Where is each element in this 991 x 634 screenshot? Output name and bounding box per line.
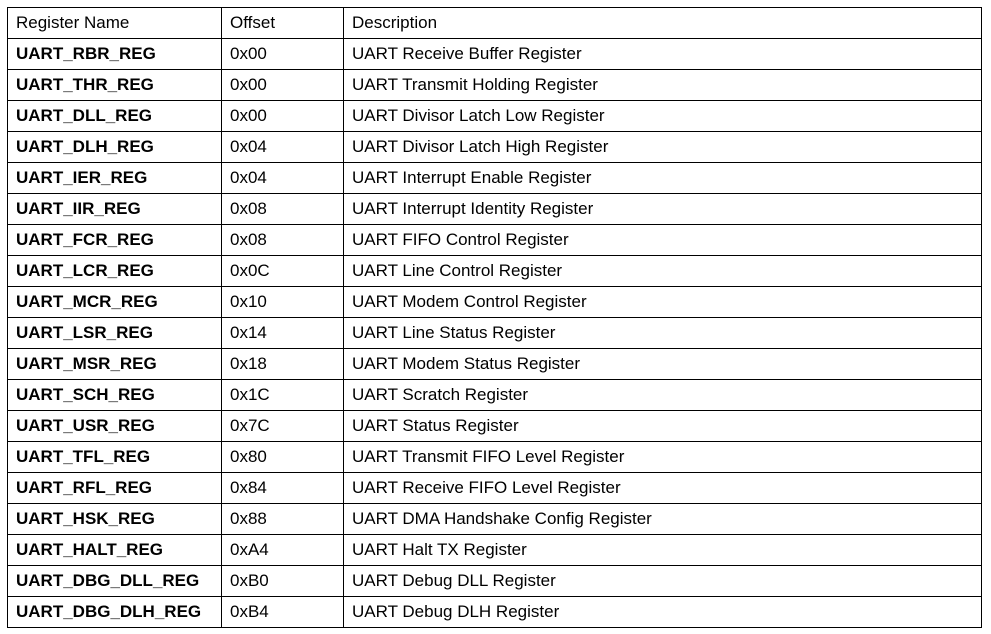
description-cell: UART Modem Control Register (344, 287, 982, 318)
table-row (8, 70, 982, 101)
offset-cell: 0x00 (222, 70, 344, 101)
offset-cell: 0x04 (222, 163, 344, 194)
table-body (8, 39, 982, 628)
register-name-cell: UART_USR_REG (8, 411, 222, 442)
description-cell: UART Status Register (344, 411, 982, 442)
table-row (8, 39, 982, 70)
register-name-cell: UART_LCR_REG (8, 256, 222, 287)
register-name-cell: UART_DLL_REG (8, 101, 222, 132)
description-cell: UART DMA Handshake Config Register (344, 504, 982, 535)
register-name-cell: UART_FCR_REG (8, 225, 222, 256)
offset-cell: 0x14 (222, 318, 344, 349)
header-description: Description (344, 8, 982, 39)
description-cell: UART Divisor Latch High Register (344, 132, 982, 163)
register-name-cell: UART_DBG_DLH_REG (8, 597, 222, 628)
table-row (8, 380, 982, 411)
register-name-cell: UART_LSR_REG (8, 318, 222, 349)
table-row (8, 256, 982, 287)
table-row (8, 163, 982, 194)
register-name-cell: UART_IER_REG (8, 163, 222, 194)
offset-cell: 0x08 (222, 225, 344, 256)
table-row (8, 535, 982, 566)
register-table (7, 7, 982, 628)
table-row (8, 225, 982, 256)
register-name-cell: UART_DLH_REG (8, 132, 222, 163)
offset-cell: 0xB4 (222, 597, 344, 628)
register-name-cell: UART_MSR_REG (8, 349, 222, 380)
offset-cell: 0x00 (222, 101, 344, 132)
description-cell: UART Transmit Holding Register (344, 70, 982, 101)
description-cell: UART Debug DLL Register (344, 566, 982, 597)
description-cell: UART Receive FIFO Level Register (344, 473, 982, 504)
description-cell: UART Transmit FIFO Level Register (344, 442, 982, 473)
description-cell: UART Halt TX Register (344, 535, 982, 566)
description-cell: UART Scratch Register (344, 380, 982, 411)
offset-cell: 0x08 (222, 194, 344, 225)
register-name-cell: UART_MCR_REG (8, 287, 222, 318)
table-row (8, 411, 982, 442)
table-row (8, 132, 982, 163)
offset-cell: 0x04 (222, 132, 344, 163)
header-row (8, 8, 982, 39)
register-name-cell: UART_SCH_REG (8, 380, 222, 411)
offset-cell: 0x10 (222, 287, 344, 318)
register-name-cell: UART_IIR_REG (8, 194, 222, 225)
description-cell: UART Receive Buffer Register (344, 39, 982, 70)
register-name-cell: UART_HALT_REG (8, 535, 222, 566)
offset-cell: 0x00 (222, 39, 344, 70)
offset-cell: 0xB0 (222, 566, 344, 597)
header-register-name: Register Name (8, 8, 222, 39)
table-row (8, 287, 982, 318)
offset-cell: 0x84 (222, 473, 344, 504)
offset-cell: 0x88 (222, 504, 344, 535)
register-name-cell: UART_THR_REG (8, 70, 222, 101)
description-cell: UART Line Control Register (344, 256, 982, 287)
table-row (8, 101, 982, 132)
table-row (8, 566, 982, 597)
header-offset: Offset (222, 8, 344, 39)
register-name-cell: UART_TFL_REG (8, 442, 222, 473)
offset-cell: 0x7C (222, 411, 344, 442)
table-row (8, 504, 982, 535)
register-name-cell: UART_DBG_DLL_REG (8, 566, 222, 597)
register-name-cell: UART_RBR_REG (8, 39, 222, 70)
table-row (8, 318, 982, 349)
offset-cell: 0x1C (222, 380, 344, 411)
description-cell: UART Modem Status Register (344, 349, 982, 380)
offset-cell: 0x80 (222, 442, 344, 473)
table-row (8, 349, 982, 380)
offset-cell: 0xA4 (222, 535, 344, 566)
register-name-cell: UART_RFL_REG (8, 473, 222, 504)
table-row (8, 597, 982, 628)
description-cell: UART Interrupt Identity Register (344, 194, 982, 225)
offset-cell: 0x18 (222, 349, 344, 380)
register-name-cell: UART_HSK_REG (8, 504, 222, 535)
table-row (8, 473, 982, 504)
description-cell: UART Interrupt Enable Register (344, 163, 982, 194)
table-header (8, 8, 982, 39)
table-row (8, 442, 982, 473)
description-cell: UART Debug DLH Register (344, 597, 982, 628)
description-cell: UART Divisor Latch Low Register (344, 101, 982, 132)
description-cell: UART FIFO Control Register (344, 225, 982, 256)
description-cell: UART Line Status Register (344, 318, 982, 349)
offset-cell: 0x0C (222, 256, 344, 287)
table-row (8, 194, 982, 225)
